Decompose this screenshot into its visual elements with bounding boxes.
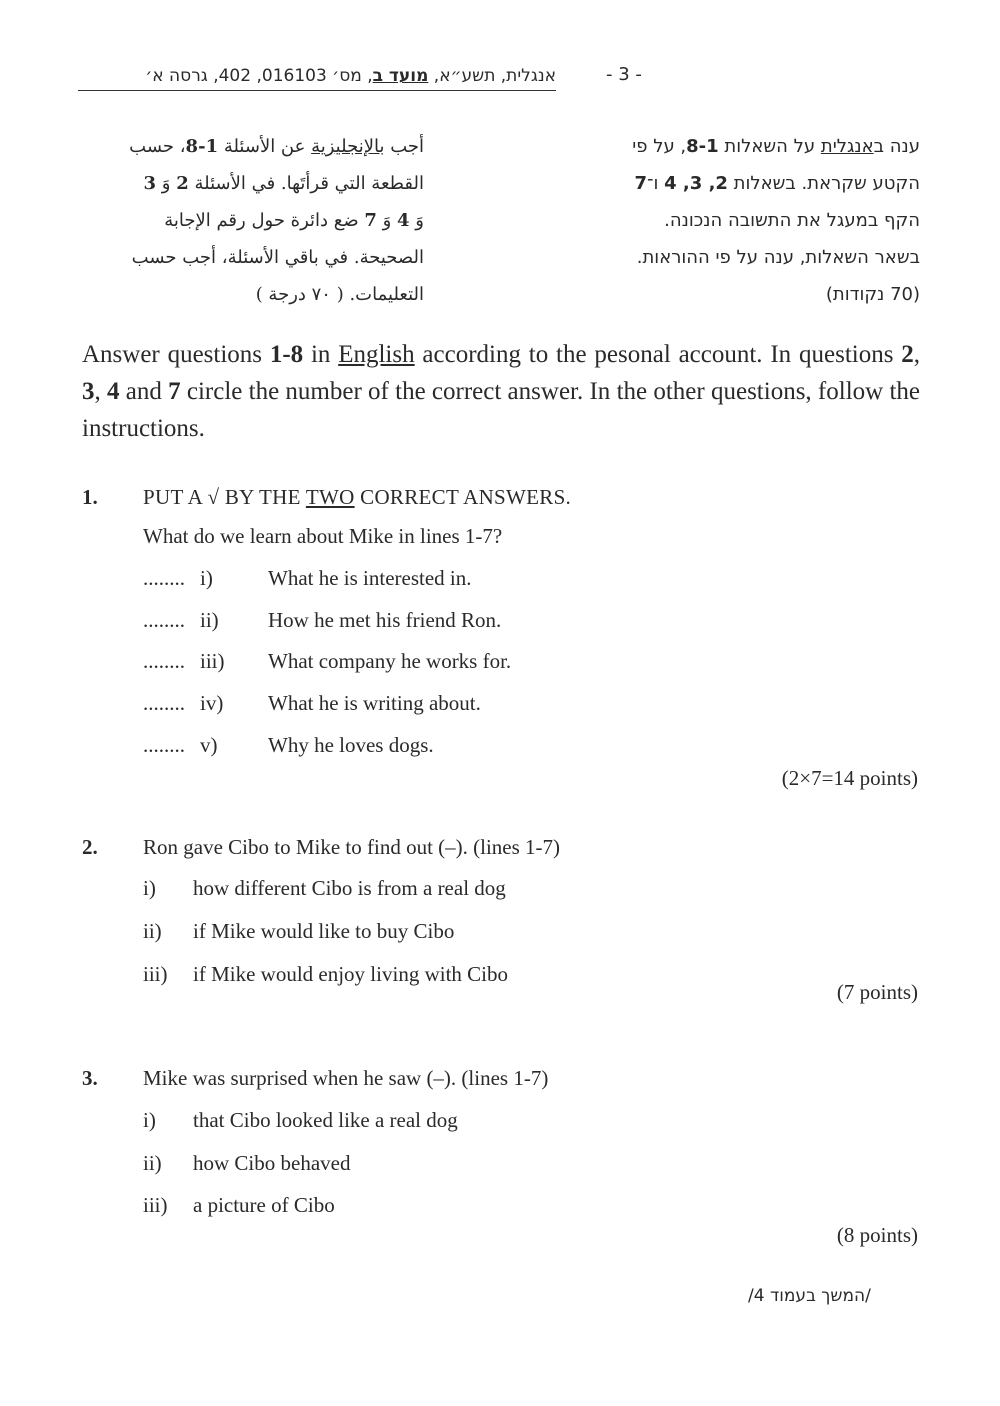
exam-session: מועד ב	[372, 66, 429, 86]
q3-option-1-label[interactable]: i)	[143, 1108, 156, 1132]
question-3-text: Mike was surprised when he saw (–). (lines 1-7)	[143, 1066, 549, 1090]
q1-option-4-text: What he is writing about.	[268, 691, 481, 715]
q2-option-2-label[interactable]: ii)	[143, 919, 162, 943]
arabic-line-4: الصحيحة. في باقي الأسئلة، أجب حسب	[131, 247, 424, 268]
hebrew-line-5: (70 נקודות)	[825, 284, 920, 305]
question-3-number: 3.	[82, 1066, 98, 1090]
exam-info-suffix: , מס׳ 016103, 402, גרסה א׳	[145, 66, 373, 86]
q2-option-1-text: how different Cibo is from a real dog	[193, 876, 506, 900]
arabic-line-1: أجب بالإنجليزية عن الأسئلة 1-8، حسب	[129, 136, 424, 157]
q1-option-1-blank[interactable]: ........	[143, 566, 185, 590]
question-1-text: What do we learn about Mike in lines 1-7?	[143, 524, 503, 548]
english-instructions: Answer questions 1-8 in English according to the pesonal account. In questions 2, 3, 4 and 7 circle the number of the correct answer. In the other questions, follow the instructions.	[82, 341, 920, 442]
q1-option-1-label: i)	[200, 566, 213, 590]
q3-option-2-text: how Cibo behaved	[193, 1151, 351, 1175]
q2-option-1-label[interactable]: i)	[143, 876, 156, 900]
q1-option-2-label: ii)	[200, 608, 219, 632]
q3-option-3-label[interactable]: iii)	[143, 1193, 168, 1217]
q1-option-5-label: v)	[200, 733, 218, 757]
arabic-line-3: وَ 4 وَ 7 ضع دائرة حول رقم الإجابة	[164, 210, 424, 231]
q2-option-3-label[interactable]: iii)	[143, 962, 168, 986]
question-1-points: (2×7=14 points)	[781, 766, 918, 790]
hebrew-line-3: הקף במעגל את התשובה הנכונה.	[664, 210, 920, 231]
q1-option-5-text: Why he loves dogs.	[268, 733, 434, 757]
hebrew-line-4: בשאר השאלות, ענה על פי ההוראות.	[636, 247, 920, 268]
q1-option-1-text: What he is interested in.	[268, 566, 472, 590]
question-2-points: (7 points)	[836, 980, 918, 1004]
q1-option-4-blank[interactable]: ........	[143, 691, 185, 715]
question-3-points: (8 points)	[836, 1223, 918, 1247]
q1-option-3-blank[interactable]: ........	[143, 649, 185, 673]
page-number: - 3 -	[606, 64, 642, 85]
q1-option-5-blank[interactable]: ........	[143, 733, 185, 757]
question-2-text: Ron gave Cibo to Mike to find out (–). (lines 1-7)	[143, 835, 561, 859]
arabic-line-5: التعليمات. ( ٧٠ درجة )	[255, 284, 424, 305]
hebrew-instructions	[590, 128, 920, 313]
q1-option-2-text: How he met his friend Ron.	[268, 608, 502, 632]
hebrew-line-2: הקטע שקראת. בשאלות 2, 3, 4 ו־7	[634, 173, 920, 194]
q3-option-2-label[interactable]: ii)	[143, 1151, 162, 1175]
q1-option-3-label: iii)	[200, 649, 225, 673]
q1-option-2-blank[interactable]: ........	[143, 608, 185, 632]
q2-option-3-text: if Mike would enjoy living with Cibo	[193, 962, 508, 986]
q2-option-2-text: if Mike would like to buy Cibo	[193, 919, 455, 943]
exam-info-prefix: אנגלית, תשע״א,	[428, 66, 556, 86]
hebrew-line-1: ענה באנגלית על השאלות 8-1, על פי	[632, 136, 920, 157]
question-1-instruction: PUT A √ BY THE TWO CORRECT ANSWERS.	[143, 485, 572, 509]
q3-option-3-text: a picture of Cibo	[193, 1193, 335, 1217]
question-1-number: 1.	[82, 485, 98, 509]
q3-option-1-text: that Cibo looked like a real dog	[193, 1108, 458, 1132]
continue-note: /המשך בעמוד 4/	[748, 1286, 871, 1306]
q1-option-3-text: What company he works for.	[268, 649, 512, 673]
exam-header	[78, 64, 556, 91]
q1-option-4-label: iv)	[200, 691, 224, 715]
arabic-instructions	[80, 128, 424, 313]
arabic-line-2: القطعة التي قرأتَها. في الأسئلة 2 وَ 3	[143, 173, 424, 194]
question-2-number: 2.	[82, 835, 98, 859]
